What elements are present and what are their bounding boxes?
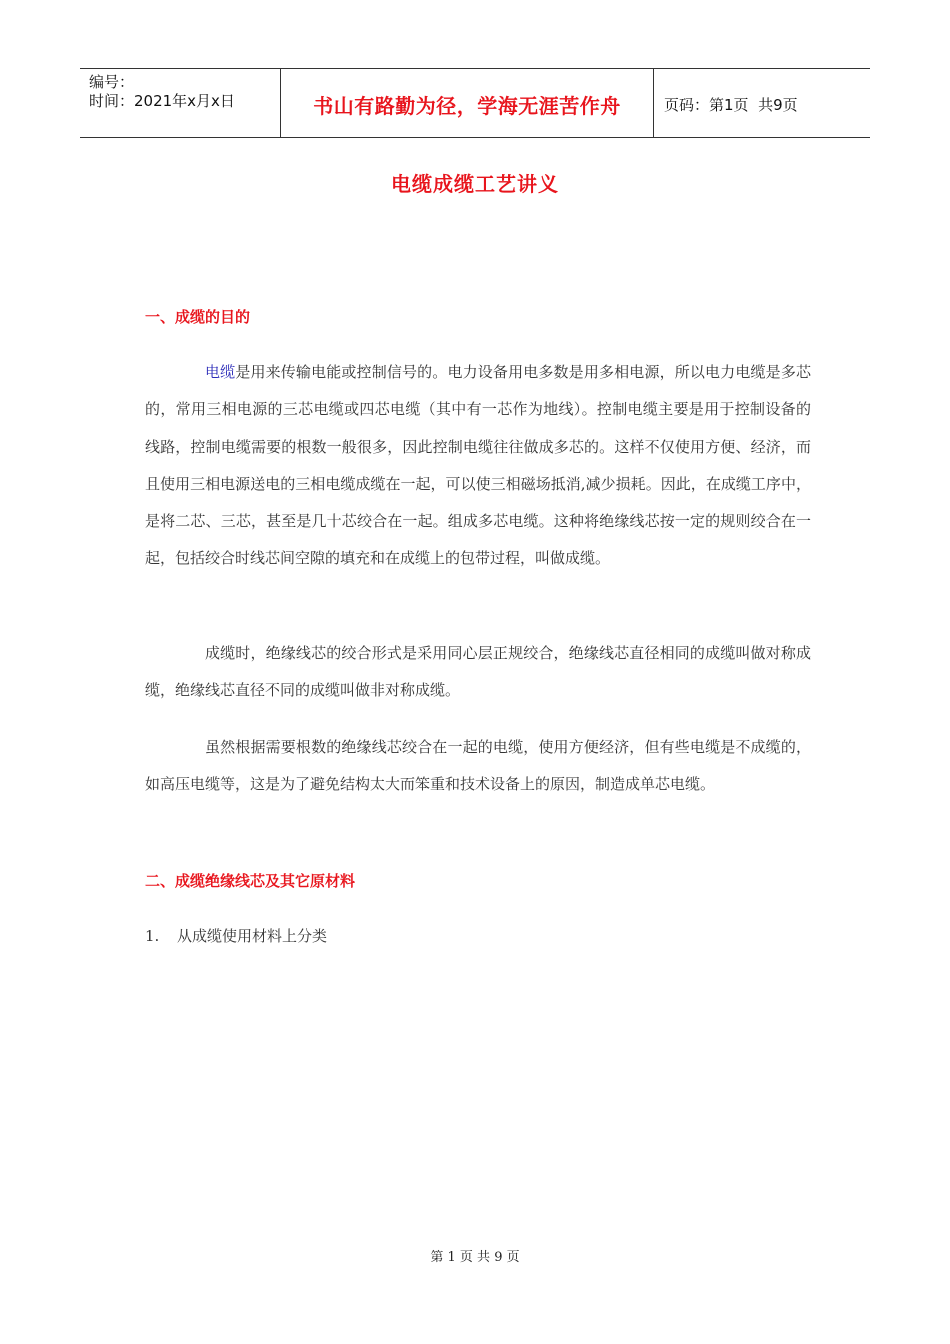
header-page-info: 页码：第1页 共9页 xyxy=(664,95,798,114)
number-label: 编号： xyxy=(89,73,135,91)
section1-paragraph-1 xyxy=(145,354,811,578)
header-meta-cell xyxy=(80,69,281,137)
cable-link[interactable]: 电缆 xyxy=(205,363,236,381)
time-label: 时间：2021年x月x日 xyxy=(89,92,235,110)
list-item xyxy=(145,925,327,946)
document-header xyxy=(80,68,870,138)
paragraph-1-text: 是用来传输电能或控制信号的。电力设备用电多数是用多相电源，所以电力电缆是多芯的，常用三相电源的三芯电缆或四芯电缆（其中有一芯作为地线）。控制电缆主要是用于控制设备的线路，控制电缆需要的根数一般很多，因此控制电缆往往做成多芯的。这样不仅使用方便、经济，而且使用三相电源送电的三相电缆成缆在一起，可以使三相磁场抵消,减少损耗。因此，在成缆工序中，是将二芯、三芯，甚至是几十芯绞合在一起。组成多芯电缆。这种将绝缘线芯按一定的规则绞合在一起，包括绞合时线芯间空隙的填充和在成缆上的包带过程，叫做成缆。 xyxy=(145,363,811,568)
section1-heading: 一、成缆的目的 xyxy=(145,308,251,326)
section2-heading: 二、成缆绝缘线芯及其它原材料 xyxy=(145,872,356,890)
section1-paragraph-3: 虽然根据需要根数的绝缘线芯绞合在一起的电缆，使用方便经济，但有些电缆是不成缆的，如高压电缆等，这是为了避免结构太大而笨重和技术设备上的原因，制造成单芯电缆。 xyxy=(145,738,811,794)
page-footer: 第 1 页 共 9 页 xyxy=(430,1250,520,1265)
list-item-text: 从成缆使用材料上分类 xyxy=(177,927,328,945)
document-title: 电缆成缆工艺讲义 xyxy=(391,172,559,196)
header-page-info-cell xyxy=(654,69,870,137)
section1-paragraph-2: 成缆时，绝缘线芯的绞合形式是采用同心层正规绞合，绝缘线芯直径相同的成缆叫做对称成缆，绝缘线芯直径不同的成缆叫做非对称成缆。 xyxy=(145,644,811,700)
list-item-number: 1. xyxy=(145,927,160,945)
header-motto: 书山有路勤为径，学海无涯苦作舟 xyxy=(281,69,654,137)
